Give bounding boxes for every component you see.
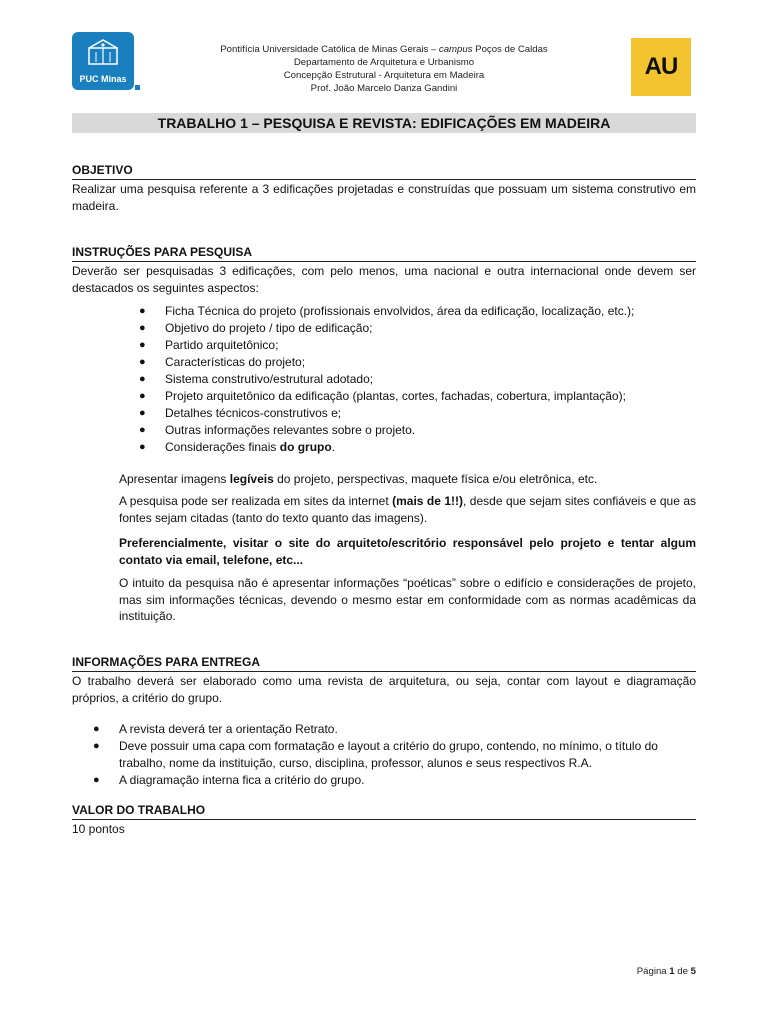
- section-heading-entrega: INFORMAÇÕES PARA ENTREGA: [72, 655, 696, 672]
- instrucoes-paragraph-internet: A pesquisa pode ser realizada em sites da internet (mais de 1!!), desde que sejam sites confiáveis e que as fontes sejam citadas (tanto do texto quanto das imagens).: [119, 494, 697, 525]
- section-heading-objetivo: OBJETIVO: [72, 163, 696, 180]
- list-item: ● Objetivo do projeto / tipo de edificação;: [139, 321, 373, 335]
- crest-icon: [87, 38, 119, 66]
- section-heading-instrucoes: INSTRUÇÕES PARA PESQUISA: [72, 245, 696, 262]
- header-line-course: Concepção Estrutural - Arquitetura em Madeira: [283, 70, 485, 81]
- bullet-icon: ●: [139, 407, 146, 419]
- valor-text: 10 pontos: [72, 822, 125, 836]
- bullet-icon: ●: [139, 390, 146, 402]
- institution-header: [150, 43, 618, 95]
- puc-minas-logo: [72, 32, 134, 90]
- au-logo-text: AU: [644, 53, 678, 80]
- list-item: ● Ficha Técnica do projeto (profissionais envolvidos, área da edificação, localização, etc.);: [139, 304, 635, 318]
- list-item: ● Detalhes técnicos-construtivos e;: [139, 406, 342, 420]
- list-item: ● Características do projeto;: [139, 355, 306, 369]
- bullet-icon: ●: [139, 322, 146, 334]
- entrega-intro: O trabalho deverá ser elaborado como uma revista de arquitetura, ou seja, contar com layout e diagramação próprios, a critério do grupo.: [72, 674, 696, 705]
- au-logo: [631, 38, 691, 96]
- list-item: ● Partido arquitetônico;: [139, 338, 279, 352]
- bullet-icon: ●: [139, 356, 146, 368]
- list-item: ● Sistema construtivo/estrutural adotado;: [139, 372, 374, 386]
- document-title: TRABALHO 1 – PESQUISA E REVISTA: EDIFICAÇÕES EM MADEIRA: [157, 115, 611, 131]
- bullet-icon: ●: [139, 424, 146, 436]
- header-line-professor: Prof. João Marcelo Danza Gandini: [310, 83, 458, 94]
- page-number: Página 1 de 5: [636, 966, 696, 977]
- bullet-icon: ●: [139, 373, 146, 385]
- bullet-icon: ●: [93, 774, 100, 786]
- list-item: ● Deve possuir uma capa com formatação e layout a critério do grupo, contendo, no mínimo, o título do trabalho, nome da instituição, curso, disciplina, professor, alunos e seus respectivos R.A.: [93, 739, 658, 770]
- logo-dot: [135, 85, 140, 90]
- entrega-list: [93, 721, 696, 789]
- puc-logo-text: PUC Minas: [79, 74, 127, 84]
- objetivo-text: Realizar uma pesquisa referente a 3 edificações projetadas e construídas que possuam um sistema construtivo em madeira.: [72, 182, 696, 213]
- list-item: ● Considerações finais do grupo.: [139, 440, 336, 454]
- bullet-icon: ●: [139, 339, 146, 351]
- list-item: ● A diagramação interna fica a critério do grupo.: [93, 773, 365, 787]
- list-item: ● A revista deverá ter a orientação Retrato.: [93, 722, 338, 736]
- instrucoes-list: [139, 303, 696, 456]
- header-line-department: Departamento de Arquitetura e Urbanismo: [293, 57, 475, 68]
- instrucoes-paragraph-intent: O intuito da pesquisa não é apresentar informações “poéticas” sobre o edifício e considerações de projeto, mas sim informações técnicas, devendo o mesmo estar em conformidade com as normas acadêmicas da instituição.: [119, 576, 696, 623]
- bullet-icon: ●: [93, 723, 100, 735]
- list-item: ● Outras informações relevantes sobre o projeto.: [139, 423, 416, 437]
- instrucoes-intro: Deverão ser pesquisadas 3 edificações, com pelo menos, uma nacional e outra internacional onde devem ser destacados os seguintes aspectos:: [72, 264, 696, 295]
- bullet-icon: ●: [139, 441, 146, 453]
- instrucoes-paragraph-contact: Preferencialmente, visitar o site do arquiteto/escritório responsável pelo projeto e tentar algum contato via email, telefone, etc...: [119, 536, 696, 567]
- bullet-icon: ●: [139, 305, 146, 317]
- list-item: ● Projeto arquitetônico da edificação (plantas, cortes, fachadas, cobertura, implantação);: [139, 389, 626, 403]
- title-bar: [72, 113, 696, 133]
- bullet-icon: ●: [93, 740, 100, 752]
- section-heading-valor: VALOR DO TRABALHO: [72, 803, 696, 820]
- header-line-university: Pontifícia Universidade Católica de Minas Gerais – campus Poços de Caldas: [220, 44, 548, 55]
- instrucoes-paragraph-images: Apresentar imagens legíveis do projeto, perspectivas, maquete física e/ou eletrônica, etc.: [119, 472, 598, 486]
